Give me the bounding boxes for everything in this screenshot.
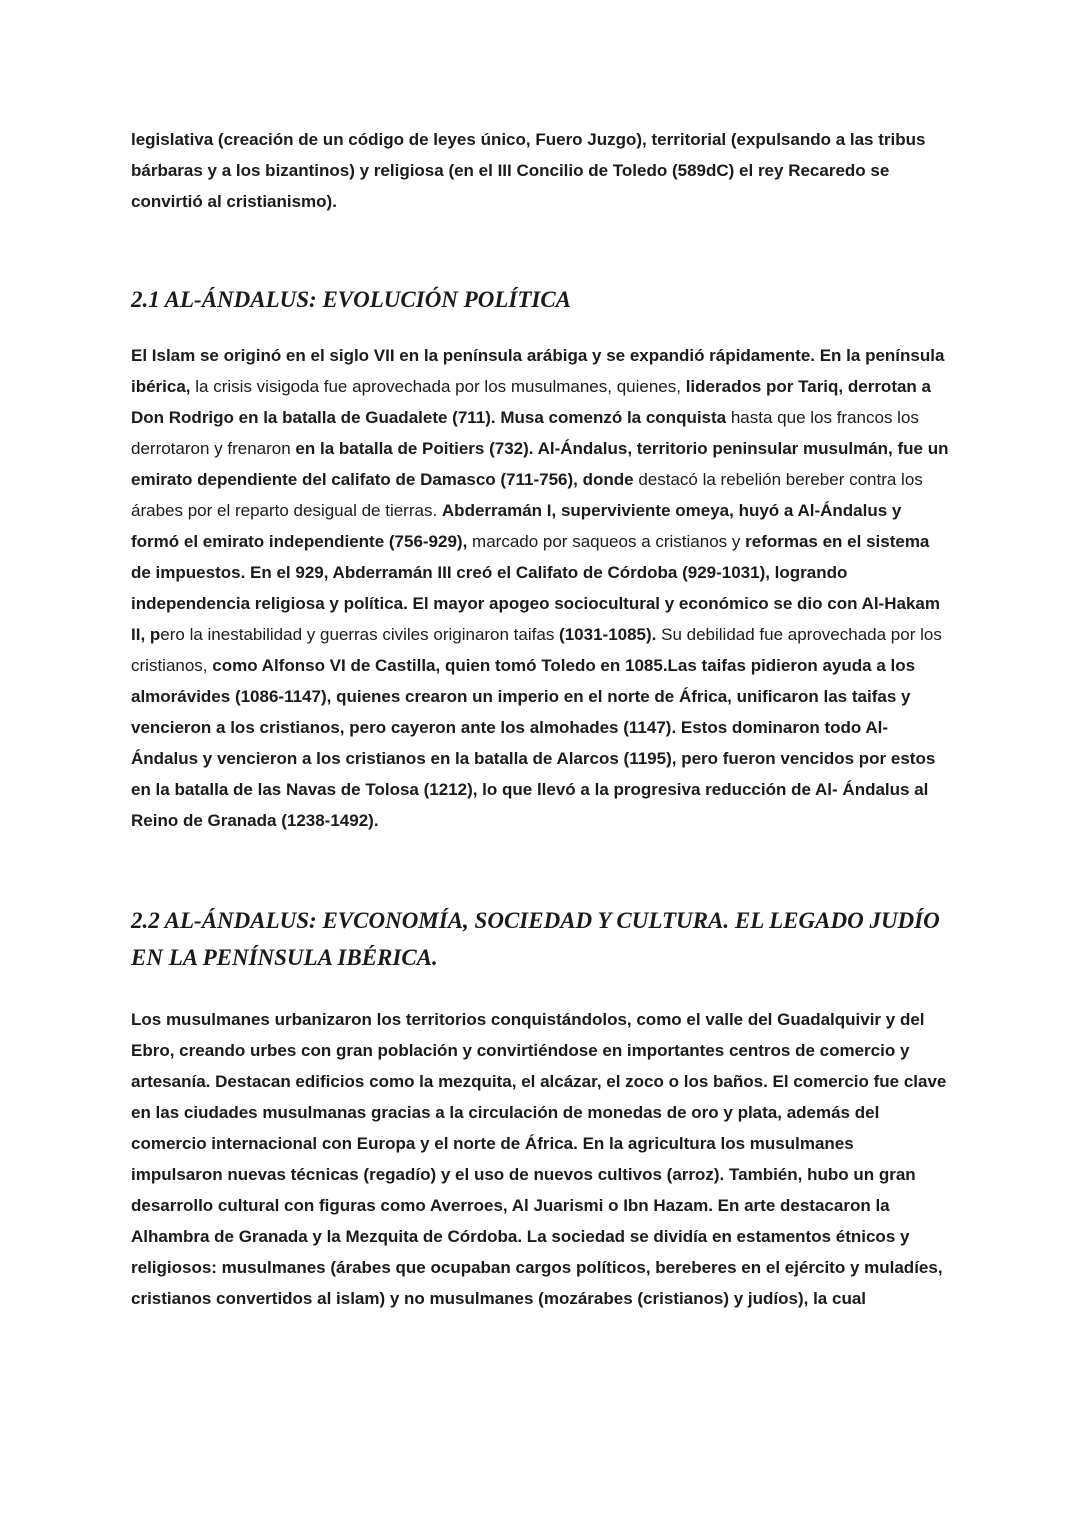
- section-2-2-paragraph: Los musulmanes urbanizaron los territorios conquistándolos, como el valle del Guadalquivir y del Ebro, creando urbes con gran población y convirtiéndose en importantes centros de comercio y artesanía. Destacan edificios como la mezquita, el alcázar, el zoco o los baños. El comercio fue clave en las ciudades musulmanas gracias a la circulación de monedas de oro y plata, además del comercio internacional con Europa y el norte de África. En la agricultura los musulmanes impulsaron nuevas técnicas (regadío) y el uso de nuevos cultivos (arroz). También, hubo un gran desarrollo cultural con figuras como Averroes, Al Juarismi o Ibn Hazam. En arte destacaron la Alhambra de Granada y la Mezquita de Córdoba. La sociedad se dividía en estamentos étnicos y religiosos: musulmanes (árabes que ocupaban cargos políticos, bereberes en el ejército y muladíes, cristianos convertidos al islam) y no musulmanes (mozárabes (cristianos) y judíos), la cual: [131, 1010, 947, 1308]
- section-2-2-heading: 2.2 AL-ÁNDALUS: EVCONOMÍA, SOCIEDAD Y CULTURA. EL LEGADO JUDÍO EN LA PENÍNSULA IBÉRICA.: [131, 908, 940, 970]
- intro-paragraph: legislativa (creación de un código de leyes único, Fuero Juzgo), territorial (expulsando a las tribus bárbaras y a los bizantinos) y religiosa (en el III Concilio de Toledo (589dC) el rey Recaredo se convirtió al cristianismo).: [131, 130, 926, 211]
- section-2-1-paragraph: El Islam se originó en el siglo VII en la península arábiga y se expandió rápidamente. En la península ibérica, la crisis visigoda fue aprovechada por los musulmanes, quienes, liderados por Tariq, derrotan a Don Rodrigo en la batalla de Guadalete (711). Musa comenzó la conquista hasta que los francos los derrotaron y frenaron en la batalla de Poitiers (732). Al-Ándalus, territorio peninsular musulmán, fue un emirato dependiente del califato de Damasco (711-756), donde destacó la rebelión bereber contra los árabes por el reparto desigual de tierras. Abderramán I, superviviente omeya, huyó a Al-Ándalus y formó el emirato independiente (756-929), marcado por saqueos a cristianos y reformas en el sistema de impuestos. En el 929, Abderramán III creó el Califato de Córdoba (929-1031), logrando independencia religiosa y política. El mayor apogeo sociocultural y económico se dio con Al-Hakam II, pero la inestabilidad y guerras civiles originaron taifas (1031-1085). Su debilidad fue aprovechada por los cristianos, como Alfonso VI de Castilla, quien tomó Toledo en 1085.Las taifas pidieron ayuda a los almorávides (1086-1147), quienes crearon un imperio en el norte de África, unificaron las taifas y vencieron a los cristianos, pero cayeron ante los almohades (1147). Estos dominaron todo Al-Ándalus y vencieron a los cristianos en la batalla de Alarcos (1195), pero fueron vencidos por estos en la batalla de las Navas de Tolosa (1212), lo que llevó a la progresiva reducción de Al- Ándalus al Reino de Granada (1238-1492).: [131, 346, 949, 830]
- section-2-1-heading: 2.1 AL-ÁNDALUS: EVOLUCIÓN POLÍTICA: [131, 287, 572, 312]
